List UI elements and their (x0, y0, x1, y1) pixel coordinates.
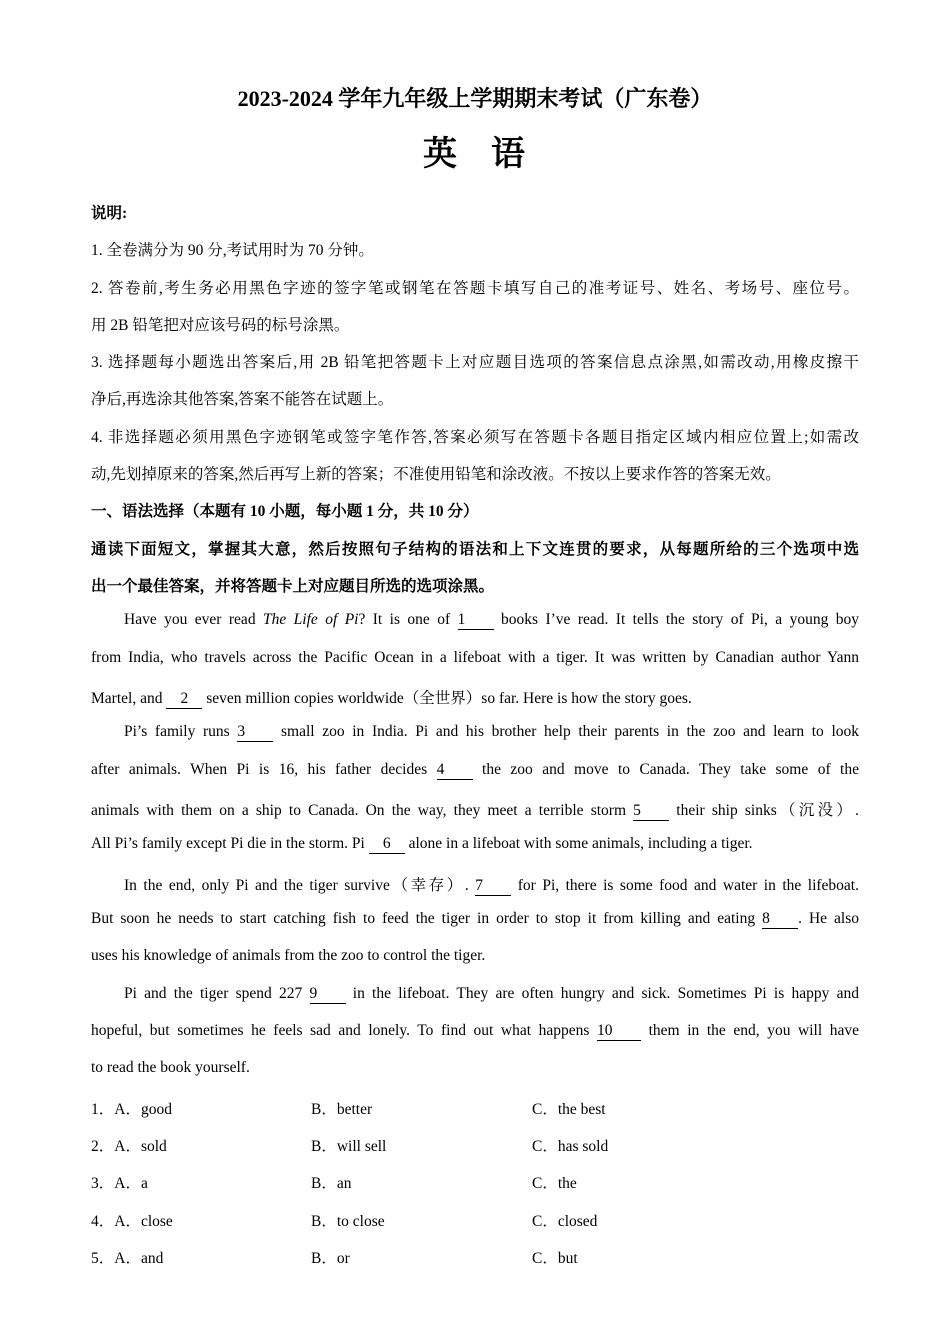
instruction-line: 净后,再选涂其他答案,答案不能答在试题上。 (91, 391, 394, 408)
option-b: B．or (311, 1250, 350, 1267)
text: their ship sinks（沉没）. (669, 802, 859, 819)
passage-line (91, 798, 859, 821)
text: books I’ve read. It tells the story of Pi, a young boy (493, 611, 859, 628)
blank-6: 6 (369, 836, 405, 854)
text: hopeful, but sometimes he feels sad and lonely. To find out what happens (91, 1022, 598, 1039)
blank-9: 9 (310, 986, 346, 1004)
passage-line: from India, who travels across the Pacific Ocean in a lifeboat with a tiger. It was written by Canadian author Yann (91, 649, 859, 666)
passage-line (91, 910, 859, 929)
text: them in the end, you will have (641, 1022, 859, 1039)
passage-line (124, 723, 859, 742)
passage-line: uses his knowledge of animals from the zoo to control the tiger. (91, 947, 486, 964)
text: . He also (798, 910, 859, 927)
option-b: B．to close (311, 1213, 385, 1230)
instruction-line: 动,先划掉原来的答案,然后再写上新的答案；不准使用铅笔和涂改液。不按以上要求作答的答案无效。 (91, 466, 781, 483)
option-c: C．closed (532, 1213, 598, 1230)
option-b: B．better (311, 1101, 373, 1118)
blank-8: 8 (762, 911, 798, 929)
option-c: C．but (532, 1250, 578, 1267)
passage-line (91, 835, 753, 854)
passage-line (124, 873, 859, 896)
blank-3: 3 (237, 724, 273, 742)
passage-line (91, 686, 692, 709)
blank-5: 5 (633, 803, 669, 821)
option-c: C．the (532, 1175, 577, 1192)
instruction-line: 1. 全卷满分为 90 分,考试用时为 70 分钟。 (91, 242, 374, 259)
section-directions: 通读下面短文，掌握其大意，然后按照句子结构的语法和上下文连贯的要求，从每题所给的三个选项中选 (91, 541, 859, 558)
blank-7: 7 (475, 878, 511, 896)
blank-4: 4 (437, 762, 473, 780)
text: ? It is one of (358, 611, 458, 628)
blank-2: 2 (166, 691, 202, 709)
text: Have you ever read (124, 611, 263, 628)
text: alone in a lifeboat with some animals, including a tiger. (404, 835, 753, 852)
section-directions: 出一个最佳答案，并将答题卡上对应题目所选的选项涂黑。 (91, 578, 495, 595)
passage-line: to read the book yourself. (91, 1059, 250, 1076)
section-title: 一、语法选择（本题有 10 小题，每小题 1 分，共 10 分） (91, 503, 479, 520)
passage-line (124, 611, 859, 630)
option-a: 4．A．close (91, 1213, 173, 1230)
text: small zoo in India. Pi and his brother help their parents in the zoo and learn to look (273, 723, 860, 740)
blank-1: 1 (458, 612, 494, 630)
subject-char-1: 英 (423, 136, 459, 173)
option-a: 2．A．sold (91, 1138, 167, 1155)
option-a: 5．A．and (91, 1250, 164, 1267)
instruction-line: 用 2B 铅笔把对应该号码的标号涂黑。 (91, 317, 350, 334)
option-b: B．will sell (311, 1138, 387, 1155)
passage-line (124, 985, 859, 1004)
passage-line (91, 761, 859, 780)
text: seven million copies worldwide（全世界）so far. Here is how the story goes. (202, 690, 692, 707)
book-title: The Life of Pi (263, 611, 359, 628)
option-c: C．has sold (532, 1138, 609, 1155)
text: for Pi, there is some food and water in the lifeboat. (511, 877, 859, 894)
text: Pi and the tiger spend 227 (124, 985, 310, 1002)
text: Martel, and (91, 690, 167, 707)
text: after animals. When Pi is 16, his father decides (91, 761, 437, 778)
option-c: C．the best (532, 1101, 606, 1118)
text: All Pi’s family except Pi die in the storm. Pi (91, 835, 369, 852)
subject-title (0, 126, 950, 175)
exam-title: 2023-2024 学年九年级上学期期末考试（广东卷） (237, 86, 713, 111)
option-b: B．an (311, 1175, 352, 1192)
instructions-heading: 说明: (91, 205, 128, 222)
instruction-line: 3. 选择题每小题选出答案后,用 2B 铅笔把答题卡上对应题目选项的答案信息点涂黑,如需改动,用橡皮擦干 (91, 354, 859, 371)
passage-line (91, 1022, 859, 1041)
text: the zoo and move to Canada. They take some of the (472, 761, 859, 778)
text: In the end, only Pi and the tiger survive（幸存）. (124, 877, 476, 894)
instruction-line: 4. 非选择题必须用黑色字迹钢笔或签字笔作答,答案必须写在答题卡各题目指定区域内相应位置上;如需改 (91, 429, 859, 446)
blank-10: 10 (597, 1023, 641, 1041)
text: animals with them on a ship to Canada. On the way, they meet a terrible storm (91, 802, 634, 819)
text: Pi’s family runs (124, 723, 238, 740)
text: But soon he needs to start catching fish to feed the tiger in order to stop it from killing and eating (91, 910, 763, 927)
subject-char-2: 语 (491, 136, 527, 173)
instruction-line: 2. 答卷前,考生务必用黑色字迹的签字笔或钢笔在答题卡填写自己的准考证号、姓名、考场号、座位号。 (91, 280, 859, 297)
text: in the lifeboat. They are often hungry and sick. Sometimes Pi is happy and (345, 985, 859, 1002)
option-a: 1．A．good (91, 1101, 172, 1118)
option-a: 3．A．a (91, 1175, 148, 1192)
